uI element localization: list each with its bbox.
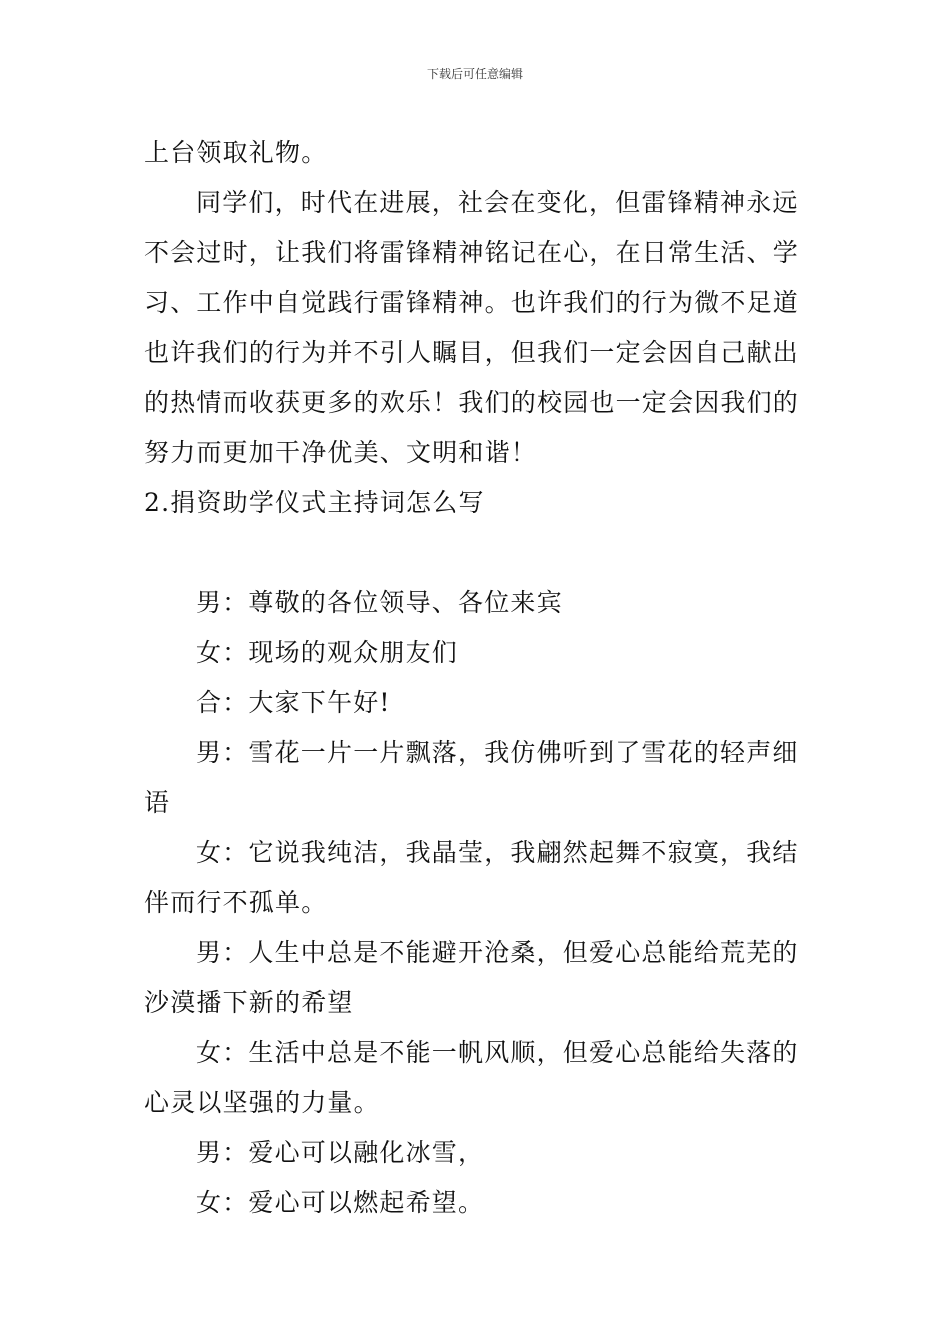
dialogue-line: 男：人生中总是不能避开沧桑，但爱心总能给荒芜的 [196, 938, 799, 967]
dialogue-line: 男：雪花一片一片飘落，我仿佛听到了雪花的轻声细 [196, 738, 799, 767]
dialogue-line: 女：生活中总是不能一帆风顺，但爱心总能给失落的 [196, 1038, 799, 1067]
page-header: 下载后可任意编辑 [426, 67, 523, 81]
text-line: 同学们，时代在进展，社会在变化，但雷锋精神永远 [196, 188, 799, 217]
dialogue-line: 男：尊敬的各位领导、各位来宾 [196, 588, 563, 617]
dialogue-line: 沙漠播下新的希望 [144, 988, 354, 1017]
text-line: 上台领取礼物。 [144, 138, 328, 167]
dialogue-line: 女：现场的观众朋友们 [196, 638, 459, 667]
text-line: 习、工作中自觉践行雷锋精神。也许我们的行为微不足道 [144, 288, 800, 317]
dialogue-line: 伴而行不孤单。 [144, 888, 328, 917]
dialogue-line: 女：它说我纯洁，我晶莹，我翩然起舞不寂寞，我结 [196, 838, 799, 867]
document-body [144, 128, 810, 1228]
dialogue-line: 语 [144, 788, 171, 817]
section-heading: 2.捐资助学仪式主持词怎么写 [144, 488, 485, 517]
dialogue-line: 心灵以坚强的力量。 [144, 1088, 380, 1117]
blank-line [144, 528, 810, 578]
text-line: 的热情而收获更多的欢乐！我们的校园也一定会因我们的 [144, 388, 800, 417]
dialogue-line: 女：爱心可以燃起希望。 [196, 1188, 485, 1217]
text-line: 不会过时，让我们将雷锋精神铭记在心，在日常生活、学 [144, 238, 800, 267]
text-line: 也许我们的行为并不引人瞩目，但我们一定会因自己献出 [144, 338, 800, 367]
dialogue-line: 合：大家下午好! [196, 688, 391, 717]
dialogue-line: 男：爱心可以融化冰雪， [196, 1138, 485, 1167]
text-line: 努力而更加干净优美、文明和谐！ [144, 438, 538, 467]
